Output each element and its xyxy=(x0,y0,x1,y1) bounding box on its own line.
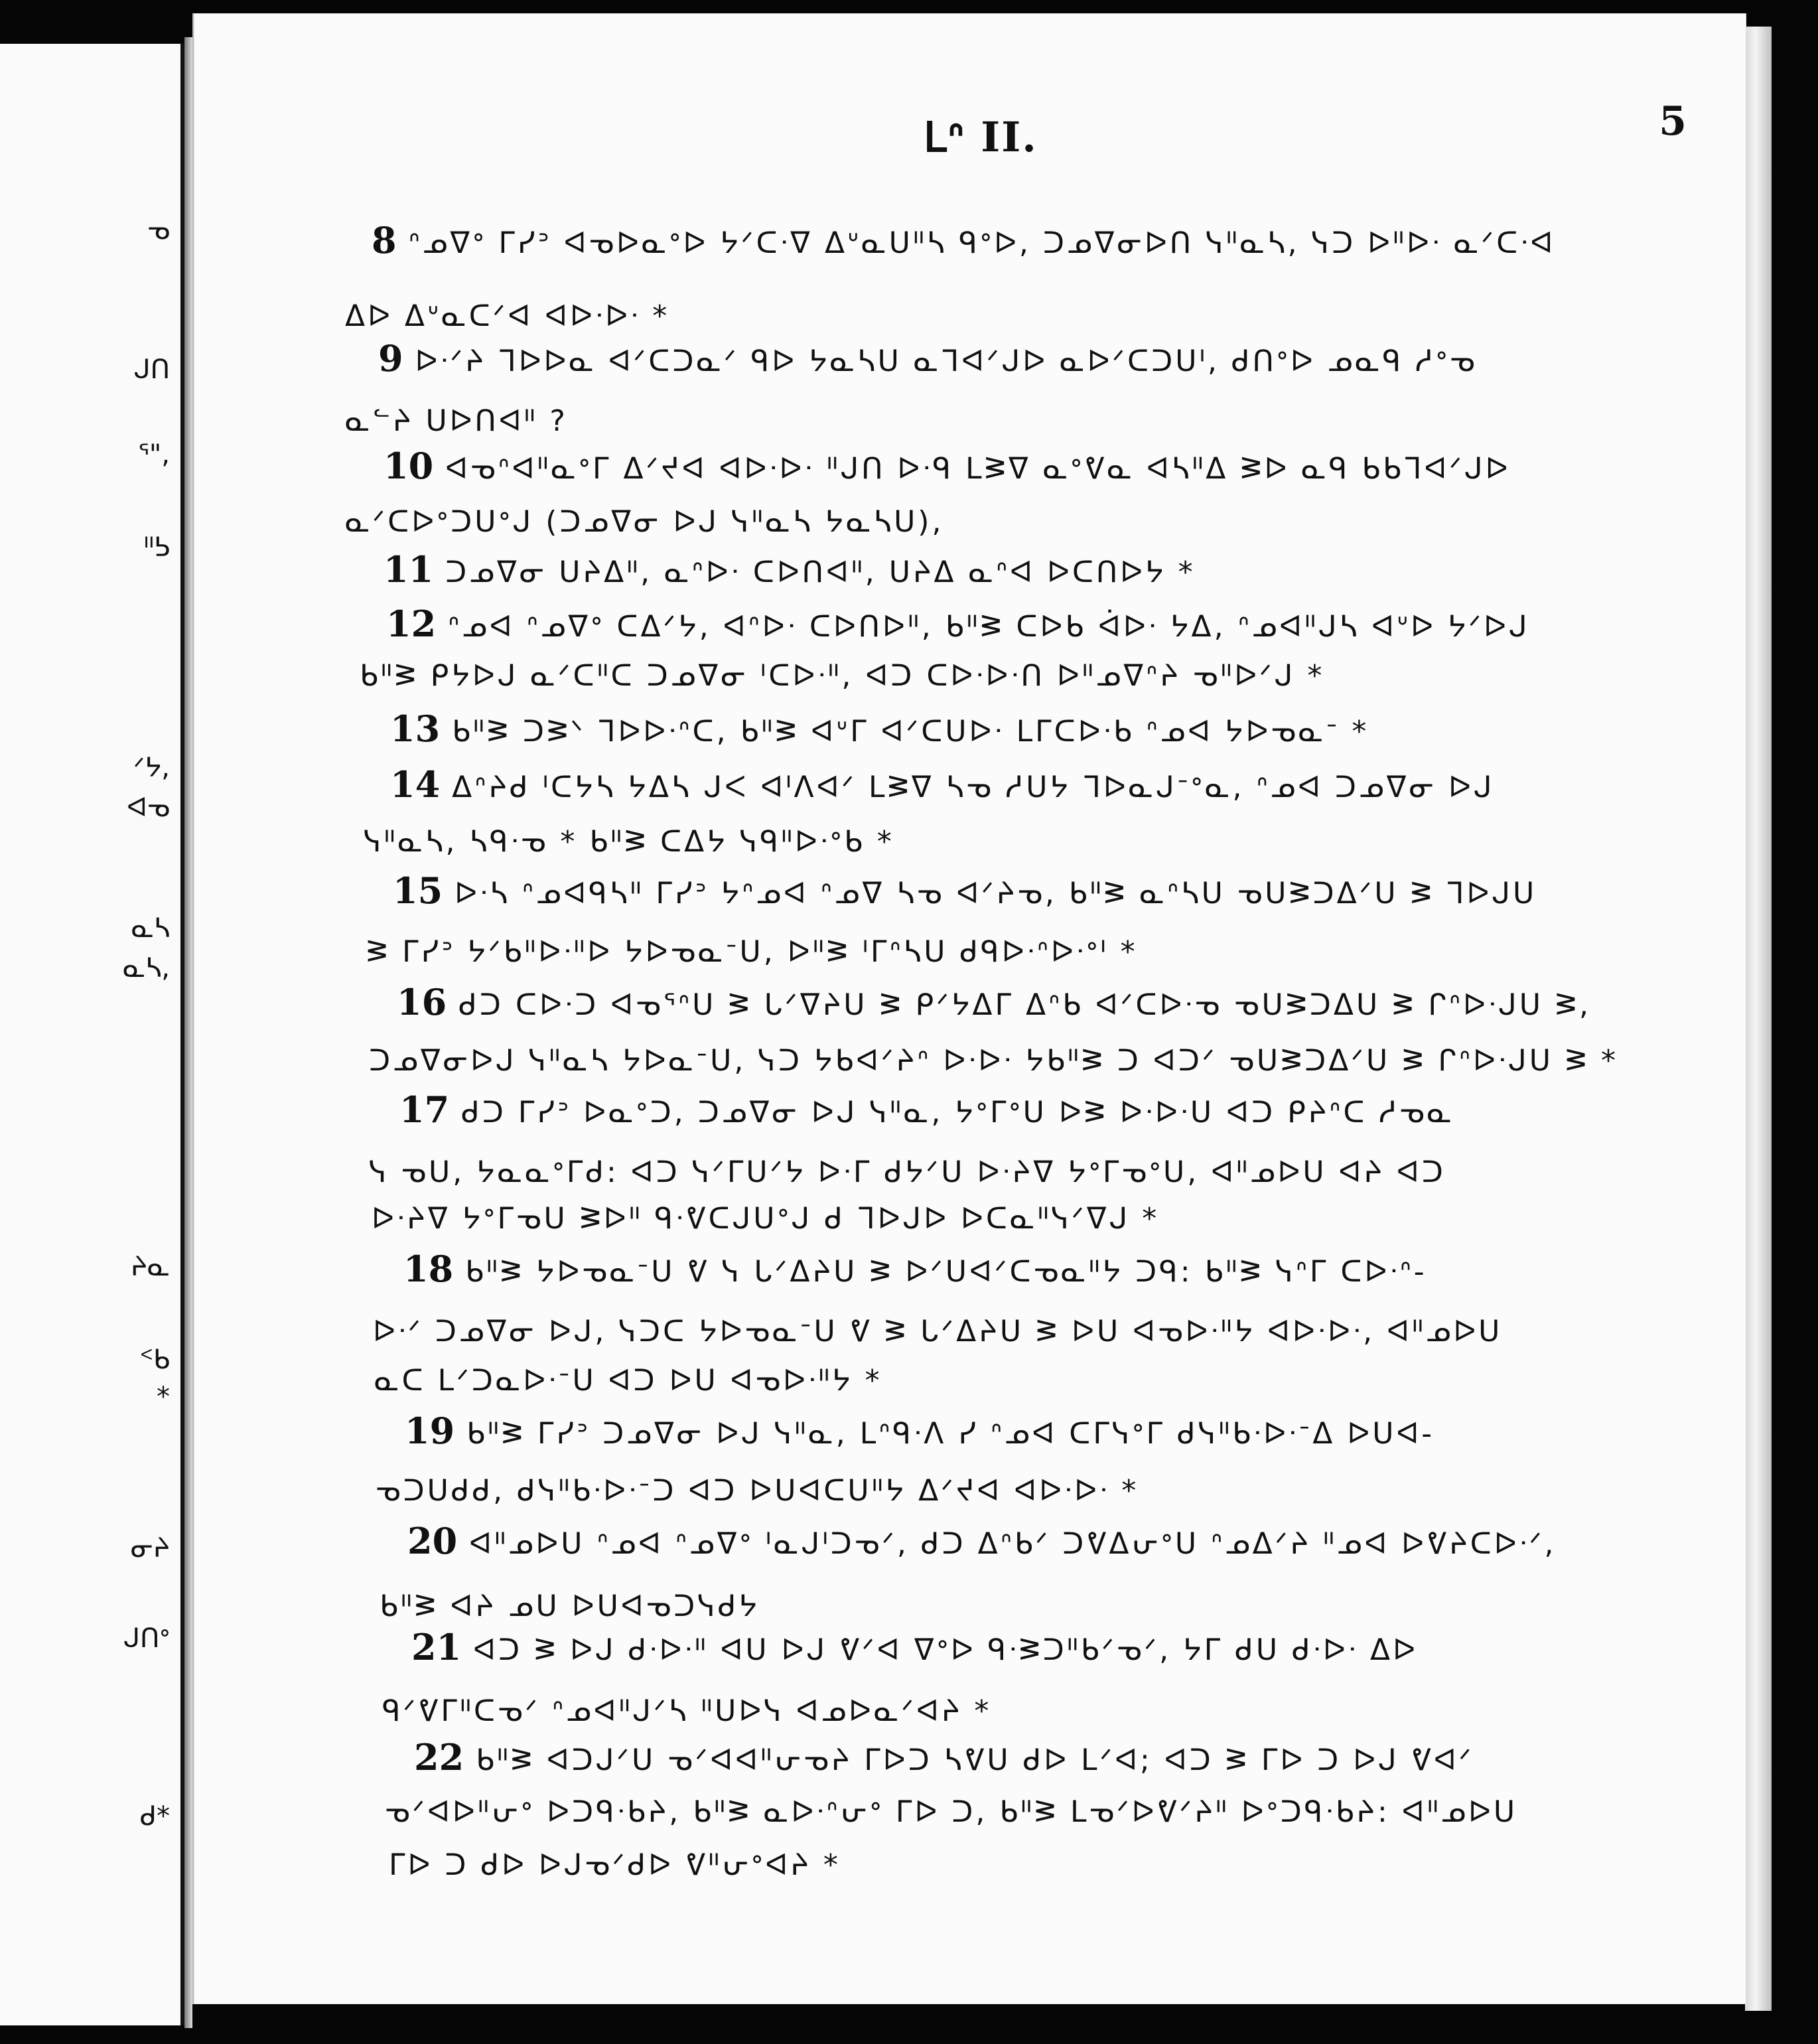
line-text: ᐢᓄᐁᐤ ᒥᓯᐣ ᐊᓀᐅᓇᐤᐅ ᔭᐟᑕᐧᐁ ᐃᐡᓇᑌᐦᓴ ᑫᐤᐅ, ᑐᓄᐁᓂᐅᑎ ᓭᐦᓇᓴ, ᓭᑐ ᐅᐦᐅᐧ ᓇᐟᑕᐧᐊ xyxy=(408,226,1556,260)
text-line xyxy=(194,397,1746,439)
text-line xyxy=(194,1356,1746,1399)
line-text: ᑲᐦᕒ ᑭᔭᐅᒍ ᓇᐟᑕᐦᑕ ᑐᓄᐁᓂ ᑊᑕᐅᐧᐦ, ᐊᑐ ᑕᐅᐧᐅᐧᑎ ᐅᐦᓄᐁᐢᔨ ᓀᐦᐅᐟᒍ * xyxy=(360,659,1325,693)
line-text: ᐅᐧᐟ ᑐᓄᐁᓂ ᐅᒍ, ᓭᑐᑕ ᔭᐅᓀᓇᐨᑌ ᕓ ᕒ ᒐᐟᐃᔨᑌ ᕒ ᐅᑌ ᐊᓀᐅᐧᐦᔭ ᐊᐅᐧᐅᐧ, ᐊᐦᓄᐅᑌ xyxy=(373,1315,1503,1349)
left-fragment: ᐦᕊ xyxy=(143,532,170,563)
line-text: ᑯᑐ ᑕᐅᐧᑐ ᐊᓀᕐᐢᑌ ᕒ ᒐᐟᐁᔨᑌ ᕒ ᑭᐟᔭᐃᒥ ᐃᐢᑲ ᐊᐟᑕᐅᐧᓀ ᓀᑌᕒᑐᐃᑌ ᕒ ᒋᐢᐅᐧᒍᑌ ᕒ, xyxy=(458,988,1591,1022)
line-text: ᑲᐦᕒ ᑐᕒᐠ ᒣᐅᐅᐧᐢᑕ, ᑲᐦᕒ ᐊᐡᒥ ᐊᐟᑕᑌᐅᐧ ᒪᒥᑕᐅᐧᑲ ᐢᓄᐊ ᔭᐅᓀᓇᐨ * xyxy=(452,715,1369,749)
verse-number: 9 xyxy=(378,337,403,380)
book-gutter xyxy=(184,37,192,2028)
verse-number: 14 xyxy=(390,763,441,806)
text-line xyxy=(194,445,1746,487)
text-line xyxy=(194,763,1746,806)
line-text: ᑫᐟᕓᒥᐦᑕᓀᐟ ᐢᓄᐊᐦᒍᐟᓴ ᐦᑌᐅᓭ ᐊᓄᐅᓇᐟᐊᔨ * xyxy=(382,1694,992,1728)
verse-number: 16 xyxy=(397,981,447,1023)
line-text: ᕒ ᒥᓯᐣ ᔭᐟᑲᐦᐅᐧᐦᐅ ᔭᐅᓀᓇᐨᑌ, ᐅᐦᕒ ᑊᒥᐢᓴᑌ ᑯᑫᐅᐧᐢᐅᐧᐤᑊ * xyxy=(366,935,1138,969)
line-text: ᓇᓪᔨ ᑌᐅᑎᐊᐦ ? xyxy=(345,404,568,438)
line-text: ᑲᐦᕒ ᐊᔨ ᓄᑌ ᐅᑌᐊᓀᑐᓭᑯᔭ xyxy=(380,1589,760,1623)
text-line xyxy=(194,1195,1746,1237)
previous-page xyxy=(0,44,184,2025)
line-text: ᓇᑕ ᒪᐟᑐᓇᐅᐧᐨᑌ ᐊᑐ ᐅᑌ ᐊᓀᐅᐧᐦᔭ * xyxy=(374,1364,882,1398)
page-title: ᒪᐢ II. xyxy=(924,113,1038,161)
left-fragment: ᒍᑎᐤ xyxy=(123,1623,170,1654)
text-line xyxy=(194,981,1746,1023)
left-fragment: ᕐ", xyxy=(138,439,170,470)
left-fragment: * xyxy=(157,1382,170,1412)
line-text: ᑯᑐ ᒥᓯᐣ ᐅᓇᐤᑐ, ᑐᓄᐁᓂ ᐅᒍ ᓭᐦᓇ, ᔭᐤᒥᐤᑌ ᐅᕒ ᐅᐧᐅᐧᑌ ᐊᑐ ᑭᔨᐢᑕ ᓱᓀᓇ xyxy=(461,1096,1455,1130)
text-line xyxy=(194,548,1746,591)
text-line xyxy=(194,1410,1746,1452)
verse-number: 8 xyxy=(372,219,397,261)
line-text: ᐃᐢᔨᑯ ᑊᑕᔭᓴ ᔭᐃᓴ ᒍᐸ ᐊᑊᐱᐊᐟ ᒪᕒᐁ ᓴᓀ ᓱᑌᔭ ᒣᐅᓇᒍᐨᐤᓇ, ᐢᓄᐊ ᑐᓄᐁᓂ ᐅᒍ xyxy=(452,770,1495,804)
line-text: ᑐᓄᐁᓂᐅᒍ ᓭᐦᓇᓴ ᔭᐅᓇᐨᑌ, ᓭᑐ ᔭᑲᐊᐟᔨᐢ ᐅᐧᐅᐧ ᔭᑲᐦᕒ ᑐ ᐊᑐᐟ ᓀᑌᕒᑐᐃᐟᑌ ᕒ ᒋᐢᐅᐧᒍᑌ ᕒ * xyxy=(369,1044,1619,1078)
line-text: ᐊᑐ ᕒ ᐅᒍ ᑯᐧᐅᐧᐦ ᐊᑌ ᐅᒍ ᕓᐟᐊ ᐁᐤᐅ ᑫᐧᕒᑐᐦᑲᐟᓀᐟ, ᔭᒥ ᑯᑌ ᑯᐧᐅᐧ ᐃᐅ xyxy=(473,1633,1418,1667)
line-text: ᑲᐦᕒ ᒥᓯᐣ ᑐᓄᐁᓂ ᐅᒍ ᓭᐦᓇ, ᒪᐢᑫᐧᐱ ᓯ ᐢᓄᐊ ᑕᒥᓭᐤᒥ ᑯᓭᐦᑲᐧᐅᐧᐨᐃ ᐅᑌᐊ- xyxy=(466,1417,1435,1451)
line-text: ᓭ ᓀᑌ, ᔭᓇᓇᐤᒥᑯ: ᐊᑐ ᓭᐟᒥᑌᐟᔭ ᐅᐧᒥ ᑯᔭᐟᑌ ᐅᐧᔨᐁ ᔭᐤᒥᓀᐤᑌ, ᐊᐦᓄᐅᑌ ᐊᔨ ᐊᑐ xyxy=(369,1155,1446,1189)
text-line xyxy=(194,869,1746,912)
left-fragment: ᓇᓴ, xyxy=(123,953,170,984)
line-text: ᐊᓀᐢᐊᐦᓇᐤᒥ ᐃᐟᔪᐊ ᐊᐅᐧᐅᐧ ᐦᒍᑎ ᐅᐧᑫ ᒪᕒᐁ ᓇᐤᕓᓇ ᐊᓴᐦᐃ ᕒᐅ ᓇᑫ ᑲᑲᒣᐊᐟᒍᐅ xyxy=(445,452,1511,486)
left-fragment: ᒍᑎ xyxy=(133,354,170,385)
verse-number: 20 xyxy=(407,1520,458,1562)
line-text: ᑲᐦᕒ ᔭᐅᓀᓇᐨᑌ ᕓ ᓭ ᒐᐟᐃᔨᑌ ᕒ ᐅᐟᑌᐊᐟᑕᓀᓇᐦᔭ ᑐᑫ: ᑲᐦᕒ ᓭᐢᒥ ᑕᐅᐧᐢ- xyxy=(465,1255,1427,1289)
line-text: ᐊᐦᓄᐅᑌ ᐢᓄᐊ ᐢᓄᐁᐤ ᑊᓇᒍᑊᑐᓀᐟ, ᑯᑐ ᐃᐢᑲᐟ ᑐᕓᐃᕂᐤᑌ ᐢᓄᐃᐟᔨ ᐦᓄᐊ ᐅᕓᔨᑕᐅᐧᐟ, xyxy=(469,1527,1557,1561)
text-line xyxy=(194,1687,1746,1729)
text-line xyxy=(194,1582,1746,1625)
line-text: ᐢᓄᐊ ᐢᓄᐁᐤ ᑕᐃᐟᔭ, ᐊᐢᐅᐧ ᑕᐅᑎᐅᐦ, ᑲᐦᕒ ᑕᐅᑲ ᐋᐅᐧ ᔭᐃ, ᐢᓄᐊᐦᒍᓴ ᐊᐡᐅ ᔭᐟᐅᒍ xyxy=(448,610,1530,644)
text-line xyxy=(194,928,1746,970)
text-line xyxy=(194,818,1746,860)
verse-number: 21 xyxy=(411,1626,462,1668)
text-line xyxy=(194,498,1746,540)
line-text: ᓀᑐᑌᑯᑯ, ᑯᓭᐦᑲᐧᐅᐧᐨᑐ ᐊᑐ ᐅᑌᐊᑕᑌᐦᔭ ᐃᐟᔪᐊ ᐊᐅᐧᐅᐧ * xyxy=(376,1474,1139,1508)
left-fragment: ᓂᔨ xyxy=(130,1533,170,1564)
verse-number: 10 xyxy=(384,445,434,487)
left-fragment: ᔨᓇ xyxy=(130,1252,170,1282)
text-line xyxy=(194,1307,1746,1350)
text-line xyxy=(194,652,1746,694)
text-line xyxy=(194,1841,1746,1883)
verse-number: 19 xyxy=(405,1410,455,1452)
line-text: ᐅᐧᔨᐁ ᔭᐤᒥᓀᑌ ᕒᐅᐦ ᑫᐧᕓᑕᒍᑌᐤᒍ ᑯ ᒣᐅᒍᐅ ᐅᑕᓇᐦᓭᐟᐁᒍ * xyxy=(372,1202,1160,1236)
page-edge xyxy=(1745,27,1772,2011)
text-line xyxy=(194,1088,1746,1131)
text-line xyxy=(194,337,1746,380)
verse-number: 18 xyxy=(403,1248,454,1290)
line-text: ᓀᐟᐊᐅᐦᕂᐤ ᐅᑐᑫᐧᑲᔨ, ᑲᐦᕒ ᓇᐅᐧᐢᕂᐤ ᒥᐅ ᑐ, ᑲᐦᕒ ᒪᓀᐟᐅᕓᐟᔨᐦ ᐅᐤᑐᑫᐧᑲᔨ: ᐊᐦᓄᐅᑌ xyxy=(385,1795,1518,1829)
verse-number: 13 xyxy=(390,707,441,750)
left-fragment: ᑯ* xyxy=(139,1801,170,1832)
left-fragment: ᑉᑲ xyxy=(139,1345,170,1375)
left-fragment: ᐊᓀ xyxy=(127,792,170,823)
text-line xyxy=(194,1467,1746,1509)
line-text: ᑲᐦᕒ ᐊᑐᒍᐟᑌ ᓀᐟᐊᐊᐦᕂᓀᔨ ᒥᐅᑐ ᓴᕓᑌ ᑯᐅ ᒪᐟᐊ; ᐊᑐ ᕒ ᒥᐅ ᑐ ᐅᒍ ᕓᐊᐟ xyxy=(476,1743,1474,1777)
text-line xyxy=(194,707,1746,750)
line-text: ᐃᐅ ᐃᐡᓇᑕᐟᐊ ᐊᐅᐧᐅᐧ * xyxy=(345,299,670,333)
left-fragment: ᐟᔭ, xyxy=(133,753,170,783)
text-line xyxy=(194,1520,1746,1562)
verse-number: 12 xyxy=(386,603,437,645)
verse-number: 22 xyxy=(414,1736,464,1779)
line-text: ᐅᐧᐟᔨ ᒣᐅᐅᓇ ᐊᐟᑕᑐᓇᐟ ᑫᐅ ᔭᓇᓴᑌ ᓇᒣᐊᐟᒍᐅ ᓇᐅᐟᑕᑐᑌᑊ, ᑯᑎᐤᐅ ᓄᓇᑫ ᓱᐤᓀ xyxy=(415,344,1478,378)
text-line xyxy=(194,219,1746,261)
page-number: 5 xyxy=(1659,98,1687,145)
line-text: ᓇᐟᑕᐅᐤᑐᑌᐤᒍ (ᑐᓄᐁᓂ ᐅᒍ ᓭᐦᓇᓴ ᔭᓇᓴᑌ), xyxy=(345,505,944,539)
line-text: ᑐᓄᐁᓂ ᑌᔨᐃᐦ, ᓇᐢᐅᐧ ᑕᐅᑎᐊᐦ, ᑌᔨᐃ ᓇᐢᐊ ᐅᑕᑎᐅᔭ * xyxy=(445,555,1196,589)
text-line xyxy=(194,603,1746,645)
text-line xyxy=(194,1037,1746,1079)
text-line xyxy=(194,1736,1746,1779)
text-line xyxy=(194,1148,1746,1191)
left-fragment: ᓀ xyxy=(147,215,170,246)
line-text: ᒥᐅ ᑐ ᑯᐅ ᐅᒍᓀᐟᑯᐅ ᕓᐦᕂᐤᐊᔨ * xyxy=(389,1848,841,1882)
text-line xyxy=(194,1788,1746,1830)
line-text: ᐅᐧᓴ ᐢᓄᐊᑫᓴᐦ ᒥᓯᐣ ᔭᐢᓄᐊ ᐢᓄᐁ ᓴᓀ ᐊᐟᔨᓀ, ᑲᐦᕒ ᓇᐢᓴᑌ ᓀᑌᕒᑐᐃᐟᑌ ᕒ ᒣᐅᒍᑌ xyxy=(454,877,1537,911)
verse-number: 11 xyxy=(384,548,434,591)
text-line xyxy=(194,1248,1746,1290)
text-line xyxy=(194,292,1746,334)
line-text: ᓭᐦᓇᓴ, ᓴᑫᐧᓀ * ᑲᐦᕒ ᑕᐃᔭ ᓭᑫᐦᐅᐧᐤᑲ * xyxy=(364,825,894,859)
verse-number: 15 xyxy=(393,869,443,912)
left-fragment: ᓇᓴ xyxy=(131,913,170,944)
verse-number: 17 xyxy=(399,1088,450,1131)
current-page xyxy=(192,13,1746,2004)
text-line xyxy=(194,1626,1746,1668)
